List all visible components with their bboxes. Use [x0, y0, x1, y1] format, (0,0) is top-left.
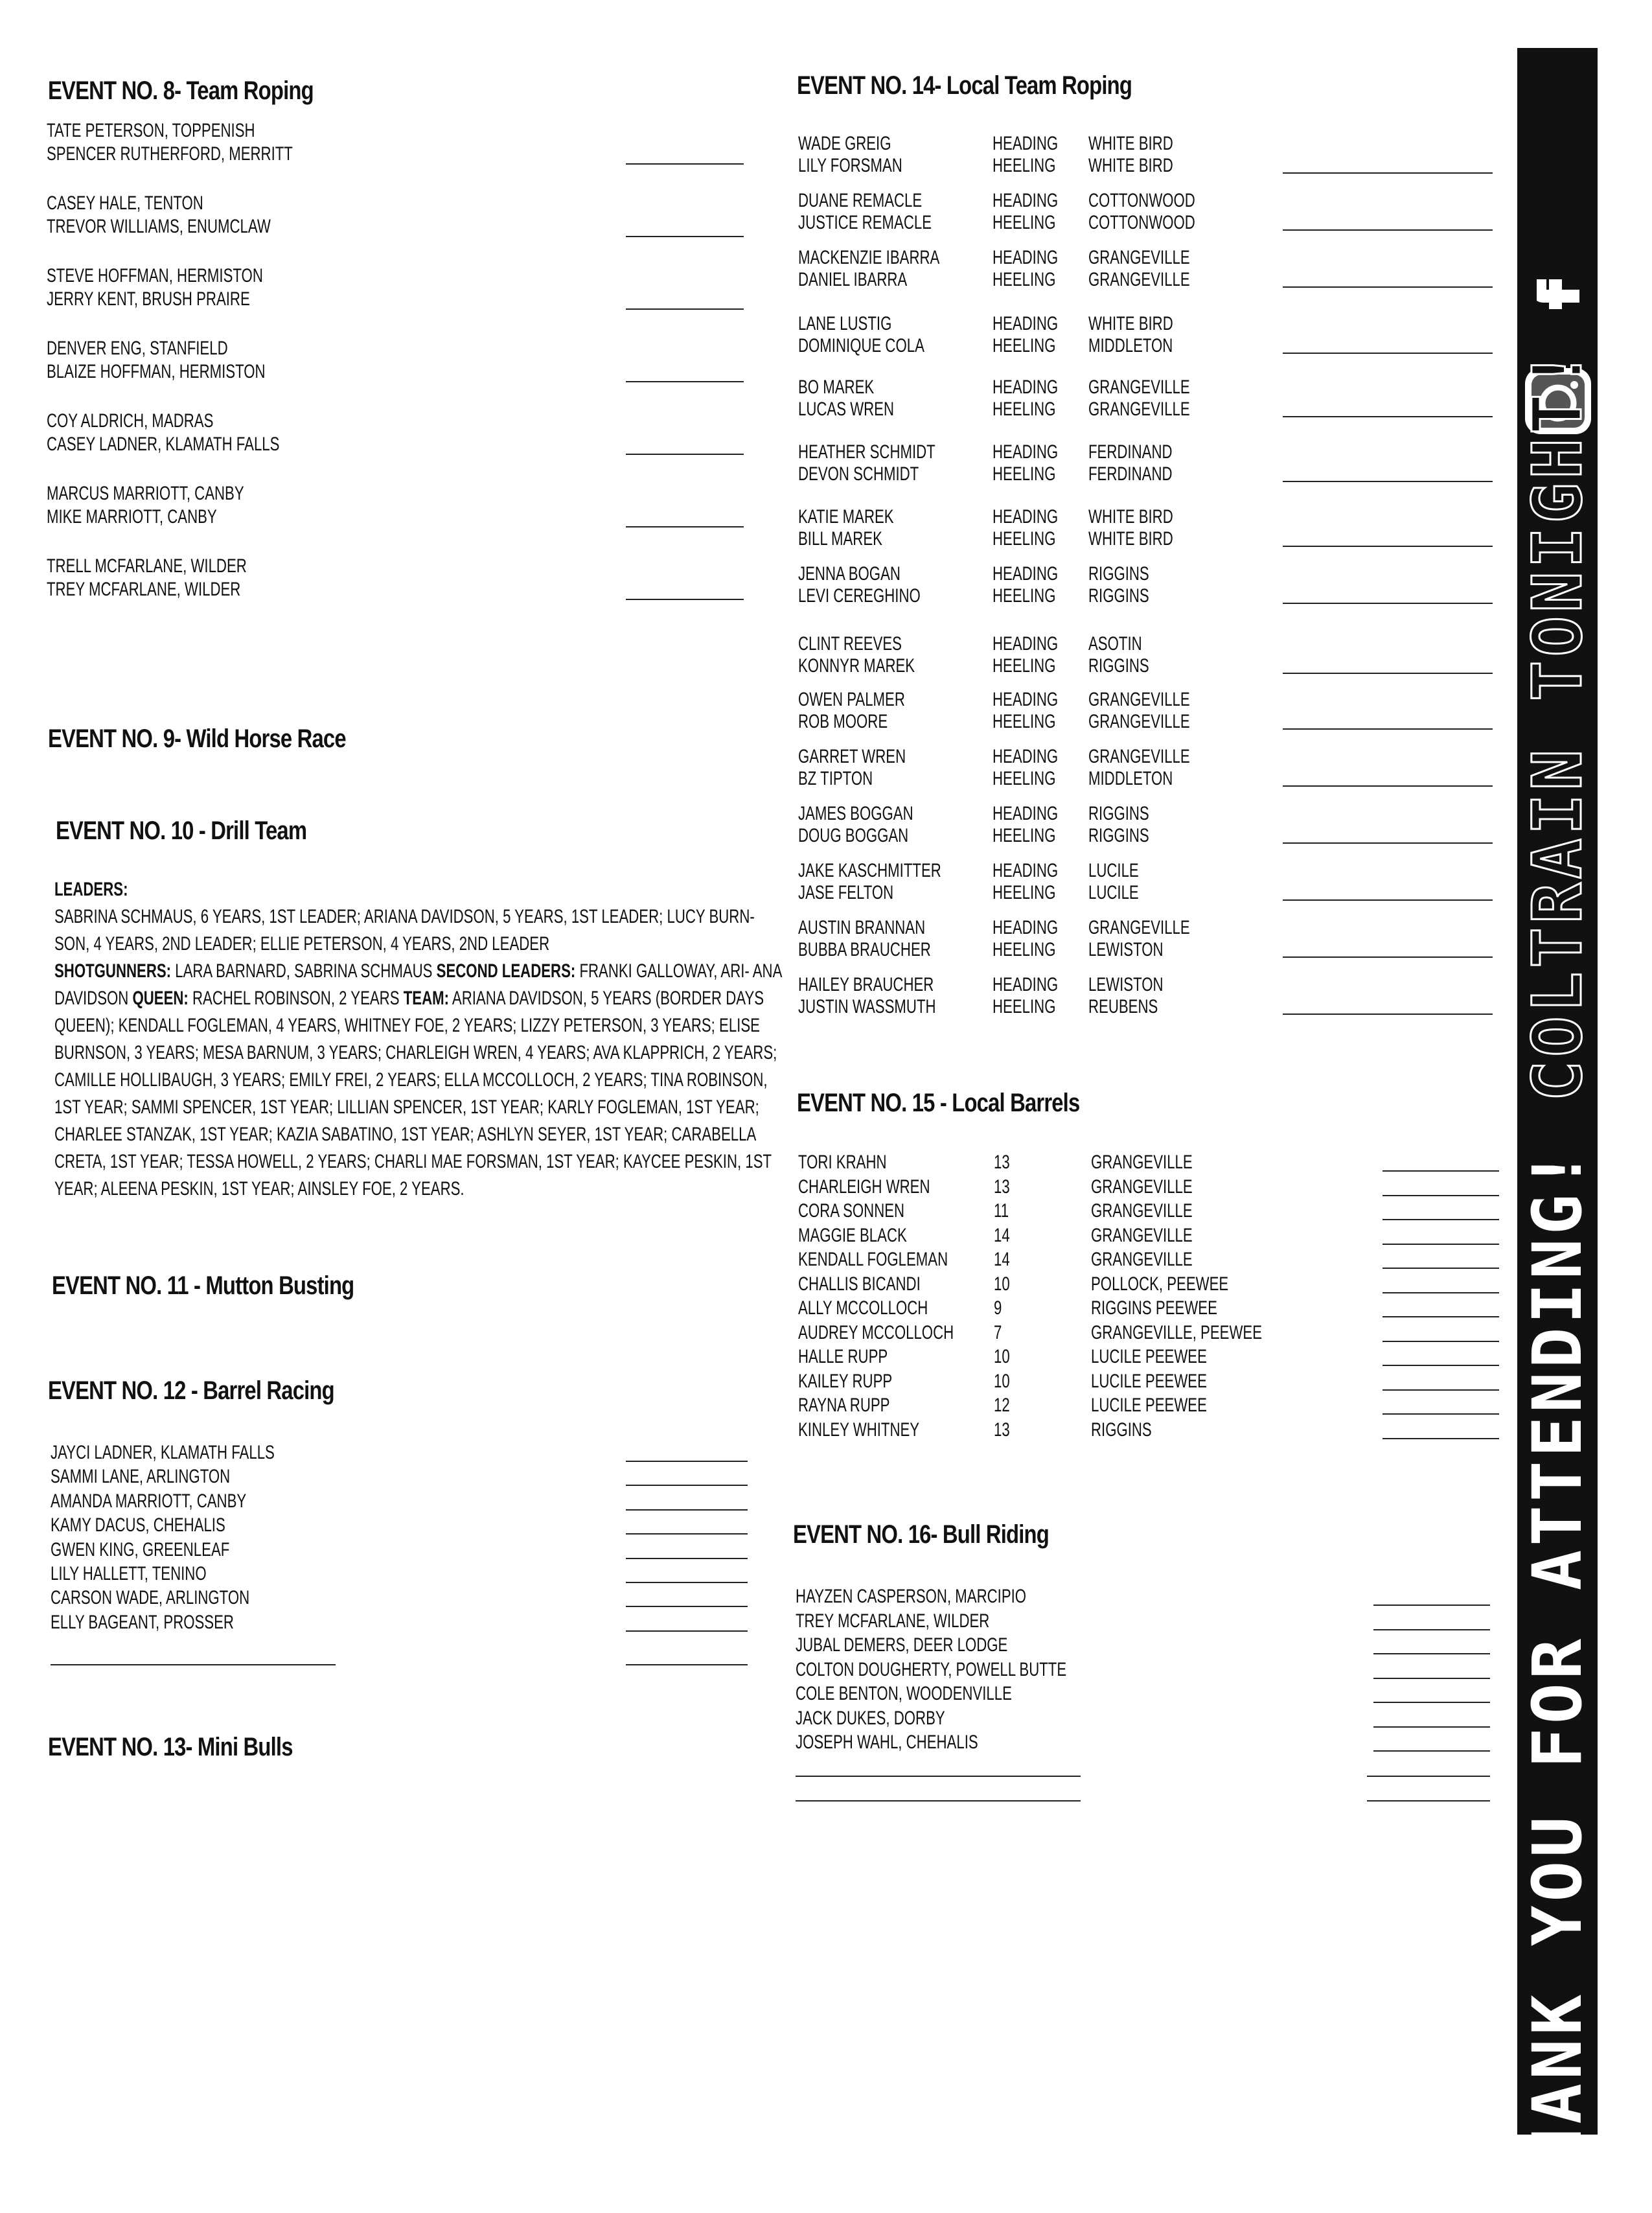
leaders-label: LEADERS: — [54, 879, 128, 900]
contestant-name: MARCUS MARRIOTT, CANBY — [47, 483, 244, 504]
roper-position: HEELING — [992, 528, 1056, 550]
event-14-title: EVENT NO. 14- Local Team Roping — [797, 71, 1132, 100]
roper-name: DANIEL IBARRA — [798, 269, 908, 290]
roper-name: BO MAREK — [798, 377, 875, 398]
score-line — [626, 381, 744, 382]
score-line — [1382, 1219, 1499, 1220]
roper-name: HAILEY BRAUCHER — [798, 974, 934, 995]
score-line — [1283, 899, 1493, 901]
roper-position: HEELING — [992, 996, 1056, 1017]
roper-town: RIGGINS — [1088, 585, 1149, 607]
rider-name: HAYZEN CASPERSON, MARCIPIO — [796, 1586, 1027, 1607]
roper-name: JASE FELTON — [798, 882, 894, 903]
roper-town: COTTONWOOD — [1088, 190, 1195, 211]
roper-town: GRANGEVILLE — [1088, 711, 1190, 732]
roper-position: HEADING — [992, 860, 1059, 881]
contestant-name: MAGGIE BLACK — [798, 1224, 907, 1246]
roper-town: WHITE BIRD — [1088, 506, 1173, 527]
score-line — [626, 163, 744, 165]
contestant-town: GRANGEVILLE — [1091, 1224, 1193, 1246]
roper-name: JUSTIN WASSMUTH — [798, 996, 936, 1017]
rider-name: JACK DUKES, DORBY — [796, 1707, 945, 1729]
roper-position: HEELING — [992, 768, 1056, 789]
drill-team-roster — [54, 876, 788, 1203]
contestant-age: 7 — [994, 1321, 1002, 1343]
roper-town: WHITE BIRD — [1088, 528, 1173, 550]
score-line — [626, 1558, 748, 1559]
score-line — [1283, 481, 1493, 482]
score-line — [626, 236, 744, 237]
score-line — [626, 599, 744, 600]
event-9-title: EVENT NO. 9- Wild Horse Race — [48, 724, 346, 753]
contestant-age: 10 — [994, 1370, 1010, 1392]
second-leaders-text: FRANKI GALLOWAY, ARI- ANA DAVIDSON — [54, 960, 782, 1009]
roper-position: HEELING — [992, 655, 1056, 677]
roper-name: DEVON SCHMIDT — [798, 463, 919, 485]
roper-name: AUSTIN BRANNAN — [798, 917, 926, 938]
facebook-icon[interactable] — [1537, 262, 1579, 327]
roper-town: WHITE BIRD — [1088, 155, 1173, 176]
queen-text: RACHEL ROBINSON, 2 YEARS — [188, 988, 404, 1009]
contestant-name: DENVER ENG, STANFIELD — [47, 338, 228, 359]
score-line — [1382, 1341, 1499, 1342]
roper-name: MACKENZIE IBARRA — [798, 247, 940, 268]
score-line — [1283, 1014, 1493, 1015]
score-line — [626, 308, 744, 310]
score-line — [626, 526, 744, 527]
rider-name: JOSEPH WAHL, CHEHALIS — [796, 1732, 978, 1753]
roper-position: HEELING — [992, 269, 1056, 290]
contestant-name: COY ALDRICH, MADRAS — [47, 410, 214, 432]
roper-name: JAMES BOGGAN — [798, 803, 913, 824]
score-line — [1283, 353, 1493, 354]
contestant-name: STEVE HOFFMAN, HERMISTON — [47, 265, 263, 286]
team-text: ARIANA DAVIDSON, 5 YEARS (BORDER DAYS QUEEN); KENDALL FOGLEMAN, 4 YEARS, WHITNEY FOE, 2 YEARS; LIZZY PETERSON, 3 YEARS; ELISE BURNSON, 3 YEARS; MESA BARNUM, 3 YEARS; CHARLEIGH WREN, 4 YEARS; AVA KLAPPRICH, 2 YEARS; CAMILLE HOLLIBAUGH, 3 YEARS; EMILY FREI, 2 YEARS; ELLA MCCOLLOCH, 2 YEARS; TINA ROBINSON, 1ST YEAR; SAMMI SPENCER, 1ST YEAR; LILLIAN SPENCER, 1ST YEAR; KARLY FOGLEMAN, 1ST YEAR; CHARLEE STANZAK, 1ST YEAR; KAZIA SABATINO, 1ST YEAR; ASHLYN SEYER, 1ST YEAR; CARABELLA CRETA, 1ST YEAR; TESSA HOWELL, 2 YEARS; CHARLI MAE FORSMAN, 1ST YEAR; KAYCEE PESKIN, 1ST YEAR; ALEENA PESKIN, 1ST YEAR; AINSLEY FOE, 2 YEARS. — [54, 988, 777, 1199]
contestant-age: 13 — [994, 1152, 1010, 1173]
contestant-name: TATE PETERSON, TOPPENISH — [47, 120, 255, 141]
blank-entry-line — [796, 1800, 1081, 1802]
contestant-age: 10 — [994, 1273, 1010, 1295]
roper-name: DOUG BOGGAN — [798, 825, 909, 846]
roper-town: MIDDLETON — [1088, 335, 1173, 356]
score-line — [626, 1582, 748, 1583]
contestant-name: CARSON WADE, ARLINGTON — [51, 1587, 250, 1609]
roper-town: GRANGEVILLE — [1088, 247, 1190, 268]
contestant-town: POLLOCK, PEEWEE — [1091, 1273, 1229, 1295]
score-line — [1382, 1438, 1499, 1439]
rider-name: TREY MCFARLANE, WILDER — [796, 1610, 990, 1632]
roper-town: COTTONWOOD — [1088, 212, 1195, 233]
roper-name: KONNYR MAREK — [798, 655, 915, 677]
roper-position: HEADING — [992, 506, 1059, 527]
roper-town: RIGGINS — [1088, 825, 1149, 846]
score-line — [1367, 1776, 1490, 1777]
contestant-name: CHARLEIGH WREN — [798, 1176, 930, 1198]
roper-position: HEADING — [992, 247, 1059, 268]
roper-position: HEADING — [992, 689, 1059, 710]
thank-you-banner — [1517, 48, 1598, 2213]
score-line — [1283, 286, 1493, 288]
roper-town: FERDINAND — [1088, 463, 1173, 485]
roper-town: MIDDLETON — [1088, 768, 1173, 789]
score-line — [1382, 1292, 1499, 1293]
contestant-name: ELLY BAGEANT, PROSSER — [51, 1611, 234, 1633]
contestant-town: GRANGEVILLE — [1091, 1249, 1193, 1270]
score-line — [1382, 1244, 1499, 1245]
score-line — [1373, 1629, 1490, 1630]
contestant-name: ALLY MCCOLLOCH — [798, 1297, 928, 1319]
score-line — [1382, 1365, 1499, 1366]
contestant-name: KINLEY WHITNEY — [798, 1419, 920, 1441]
queen-label: QUEEN: — [132, 988, 189, 1009]
roper-town: GRANGEVILLE — [1088, 377, 1190, 398]
roper-town: RIGGINS — [1088, 803, 1149, 824]
roper-town: REUBENS — [1088, 996, 1158, 1017]
score-line — [626, 1630, 748, 1632]
roper-town: LUCILE — [1088, 860, 1139, 881]
coltrain-tonight-text: COLTRAIN TONIGHT! — [1518, 345, 1597, 1102]
shotgunners-label: SHOTGUNNERS: — [54, 960, 172, 982]
score-line — [1283, 546, 1493, 547]
score-line — [1373, 1726, 1490, 1728]
score-line — [1382, 1316, 1499, 1317]
roper-town: GRANGEVILLE — [1088, 746, 1190, 767]
roper-position: HEELING — [992, 711, 1056, 732]
contestant-age: 14 — [994, 1249, 1010, 1270]
event-13-title: EVENT NO. 13- Mini Bulls — [48, 1733, 293, 1761]
score-line — [1283, 728, 1493, 730]
roper-name: LANE LUSTIG — [798, 313, 892, 334]
score-line — [1283, 229, 1493, 231]
second-leaders-label: SECOND LEADERS: — [436, 960, 576, 982]
contestant-name: TORI KRAHN — [798, 1152, 887, 1173]
contestant-town: RIGGINS — [1091, 1419, 1152, 1441]
roper-position: HEADING — [992, 133, 1059, 154]
contestant-town: GRANGEVILLE — [1091, 1200, 1193, 1222]
contestant-name: BLAIZE HOFFMAN, HERMISTON — [47, 361, 266, 382]
roper-town: RIGGINS — [1088, 655, 1149, 677]
contestant-name: HALLE RUPP — [798, 1346, 888, 1367]
roper-name: GARRET WREN — [798, 746, 906, 767]
shotgunners-text: LARA BARNARD, SABRINA SCHMAUS — [171, 960, 437, 982]
score-line — [1283, 416, 1493, 417]
contestant-age: 10 — [994, 1346, 1010, 1367]
score-line — [626, 1606, 748, 1607]
contestant-town: LUCILE PEEWEE — [1091, 1395, 1207, 1416]
roper-position: HEADING — [992, 377, 1059, 398]
roper-name: BUBBA BRAUCHER — [798, 939, 931, 960]
contestant-name: KENDALL FOGLEMAN — [798, 1249, 948, 1270]
roper-town: GRANGEVILLE — [1088, 689, 1190, 710]
roper-name: BZ TIPTON — [798, 768, 873, 789]
contestant-name: KAILEY RUPP — [798, 1370, 893, 1392]
contestant-name: JERRY KENT, BRUSH PRAIRE — [47, 288, 250, 310]
contestant-age: 13 — [994, 1419, 1010, 1441]
contestant-name: MIKE MARRIOTT, CANBY — [47, 506, 217, 527]
rider-name: COLTON DOUGHERTY, POWELL BUTTE — [796, 1658, 1067, 1680]
roper-town: FERDINAND — [1088, 441, 1173, 463]
contestant-town: GRANGEVILLE — [1091, 1176, 1193, 1198]
contestant-age: 11 — [994, 1200, 1009, 1222]
roper-town: WHITE BIRD — [1088, 313, 1173, 334]
contestant-name: SAMMI LANE, ARLINGTON — [51, 1466, 231, 1488]
contestant-town: GRANGEVILLE, PEEWEE — [1091, 1321, 1263, 1343]
roper-name: DUANE REMACLE — [798, 190, 923, 211]
score-line — [1373, 1678, 1490, 1679]
roper-town: WHITE BIRD — [1088, 133, 1173, 154]
contestant-town: GRANGEVILLE — [1091, 1152, 1193, 1173]
roper-town: GRANGEVILLE — [1088, 917, 1190, 938]
score-line — [1373, 1653, 1490, 1654]
roper-name: JUSTICE REMACLE — [798, 212, 932, 233]
roper-position: HEADING — [992, 917, 1059, 938]
roper-name: LEVI CEREGHINO — [798, 585, 921, 607]
event-16-title: EVENT NO. 16- Bull Riding — [793, 1520, 1049, 1549]
contestant-name: TREVOR WILLIAMS, ENUMCLAW — [47, 216, 271, 237]
contestant-age: 13 — [994, 1176, 1010, 1198]
roper-name: DOMINIQUE COLA — [798, 335, 924, 356]
roper-position: HEADING — [992, 974, 1059, 995]
roper-position: HEELING — [992, 335, 1056, 356]
thank-you-text: THANK YOU FOR ATTENDING! — [1518, 1101, 1597, 2213]
score-line — [1373, 1702, 1490, 1703]
score-line — [1283, 172, 1493, 174]
score-line — [1283, 603, 1493, 604]
roper-name: LILY FORSMAN — [798, 155, 902, 176]
roper-name: HEATHER SCHMIDT — [798, 441, 935, 463]
roper-position: HEELING — [992, 212, 1056, 233]
contestant-name: KAMY DACUS, CHEHALIS — [51, 1514, 225, 1536]
contestant-name: JAYCI LADNER, KLAMATH FALLS — [51, 1442, 275, 1463]
roper-position: HEELING — [992, 399, 1056, 420]
score-line — [1382, 1389, 1499, 1391]
event-10-title: EVENT NO. 10 - Drill Team — [56, 817, 307, 845]
team-label: TEAM: — [403, 988, 449, 1009]
thank-you-message — [1518, 345, 1597, 2213]
contestant-name: RAYNA RUPP — [798, 1395, 890, 1416]
contestant-name: GWEN KING, GREENLEAF — [51, 1538, 230, 1560]
event-11-title: EVENT NO. 11 - Mutton Busting — [52, 1271, 354, 1300]
event-8-title: EVENT NO. 8- Team Roping — [48, 76, 314, 105]
contestant-name: CHALLIS BICANDI — [798, 1273, 921, 1295]
roper-town: RIGGINS — [1088, 563, 1149, 585]
contestant-town: LUCILE PEEWEE — [1091, 1346, 1207, 1367]
contestant-name: CASEY HALE, TENTON — [47, 192, 203, 214]
score-line — [1382, 1413, 1499, 1415]
roper-position: HEELING — [992, 463, 1056, 485]
rider-name: JUBAL DEMERS, DEER LODGE — [796, 1634, 1008, 1656]
score-line — [1382, 1195, 1499, 1196]
rider-name: COLE BENTON, WOODENVILLE — [796, 1683, 1012, 1704]
score-line — [1382, 1268, 1499, 1269]
roper-name: WADE GREIG — [798, 133, 891, 154]
contestant-town: LUCILE PEEWEE — [1091, 1370, 1207, 1392]
roper-position: HEADING — [992, 190, 1059, 211]
score-line — [626, 1509, 748, 1511]
contestant-town: RIGGINS PEEWEE — [1091, 1297, 1217, 1319]
contestant-age: 12 — [994, 1395, 1010, 1416]
contestant-age: 14 — [994, 1224, 1010, 1246]
roper-town: LEWISTON — [1088, 974, 1164, 995]
score-line — [1283, 785, 1493, 787]
blank-entry-line — [796, 1776, 1081, 1777]
roper-position: HEELING — [992, 155, 1056, 176]
score-line — [626, 1533, 748, 1535]
score-line — [626, 1461, 748, 1462]
roper-position: HEADING — [992, 633, 1059, 655]
roper-position: HEELING — [992, 882, 1056, 903]
score-line — [1283, 673, 1493, 674]
contestant-age: 9 — [994, 1297, 1002, 1319]
contestant-name: LILY HALLETT, TENINO — [51, 1563, 207, 1584]
roper-town: LUCILE — [1088, 882, 1139, 903]
roper-name: ROB MOORE — [798, 711, 888, 732]
contestant-name: AMANDA MARRIOTT, CANBY — [51, 1490, 247, 1512]
roper-position: HEADING — [992, 803, 1059, 824]
roper-town: ASOTIN — [1088, 633, 1142, 655]
contestant-name: CORA SONNEN — [798, 1200, 905, 1222]
contestant-name: SPENCER RUTHERFORD, MERRITT — [47, 143, 293, 165]
leaders-text: SABRINA SCHMAUS, 6 YEARS, 1ST LEADER; ARIANA DAVIDSON, 5 YEARS, 1ST LEADER; LUCY BURN- SON, 4 YEARS, 2ND LEADER; ELLIE PETERSON, 4 YEARS, 2ND LEADER — [54, 906, 755, 955]
score-line — [1283, 956, 1493, 958]
roper-position: HEADING — [992, 313, 1059, 334]
score-line — [1382, 1170, 1499, 1172]
blank-entry-line — [51, 1664, 336, 1665]
score-line — [626, 1664, 748, 1665]
roper-town: GRANGEVILLE — [1088, 399, 1190, 420]
roper-position: HEADING — [992, 746, 1059, 767]
roper-name: JAKE KASCHMITTER — [798, 860, 941, 881]
roper-town: LEWISTON — [1088, 939, 1164, 960]
score-line — [626, 454, 744, 455]
score-line — [1367, 1800, 1490, 1802]
roper-position: HEELING — [992, 585, 1056, 607]
roper-name: JENNA BOGAN — [798, 563, 901, 585]
roper-name: OWEN PALMER — [798, 689, 905, 710]
roper-town: GRANGEVILLE — [1088, 269, 1190, 290]
contestant-name: AUDREY MCCOLLOCH — [798, 1321, 954, 1343]
roper-position: HEELING — [992, 939, 1056, 960]
roper-position: HEELING — [992, 825, 1056, 846]
score-line — [1373, 1750, 1490, 1752]
roper-name: KATIE MAREK — [798, 506, 894, 527]
score-line — [1283, 842, 1493, 844]
score-line — [1373, 1605, 1490, 1606]
contestant-name: TREY MCFARLANE, WILDER — [47, 579, 241, 600]
contestant-name: CASEY LADNER, KLAMATH FALLS — [47, 434, 280, 455]
score-line — [626, 1485, 748, 1486]
roper-name: LUCAS WREN — [798, 399, 895, 420]
roper-name: CLINT REEVES — [798, 633, 902, 655]
event-15-title: EVENT NO. 15 - Local Barrels — [797, 1089, 1080, 1117]
roper-position: HEADING — [992, 441, 1059, 463]
roper-name: BILL MAREK — [798, 528, 882, 550]
contestant-name: TRELL MCFARLANE, WILDER — [47, 555, 247, 577]
roper-position: HEADING — [992, 563, 1059, 585]
event-12-title: EVENT NO. 12 - Barrel Racing — [48, 1376, 334, 1405]
